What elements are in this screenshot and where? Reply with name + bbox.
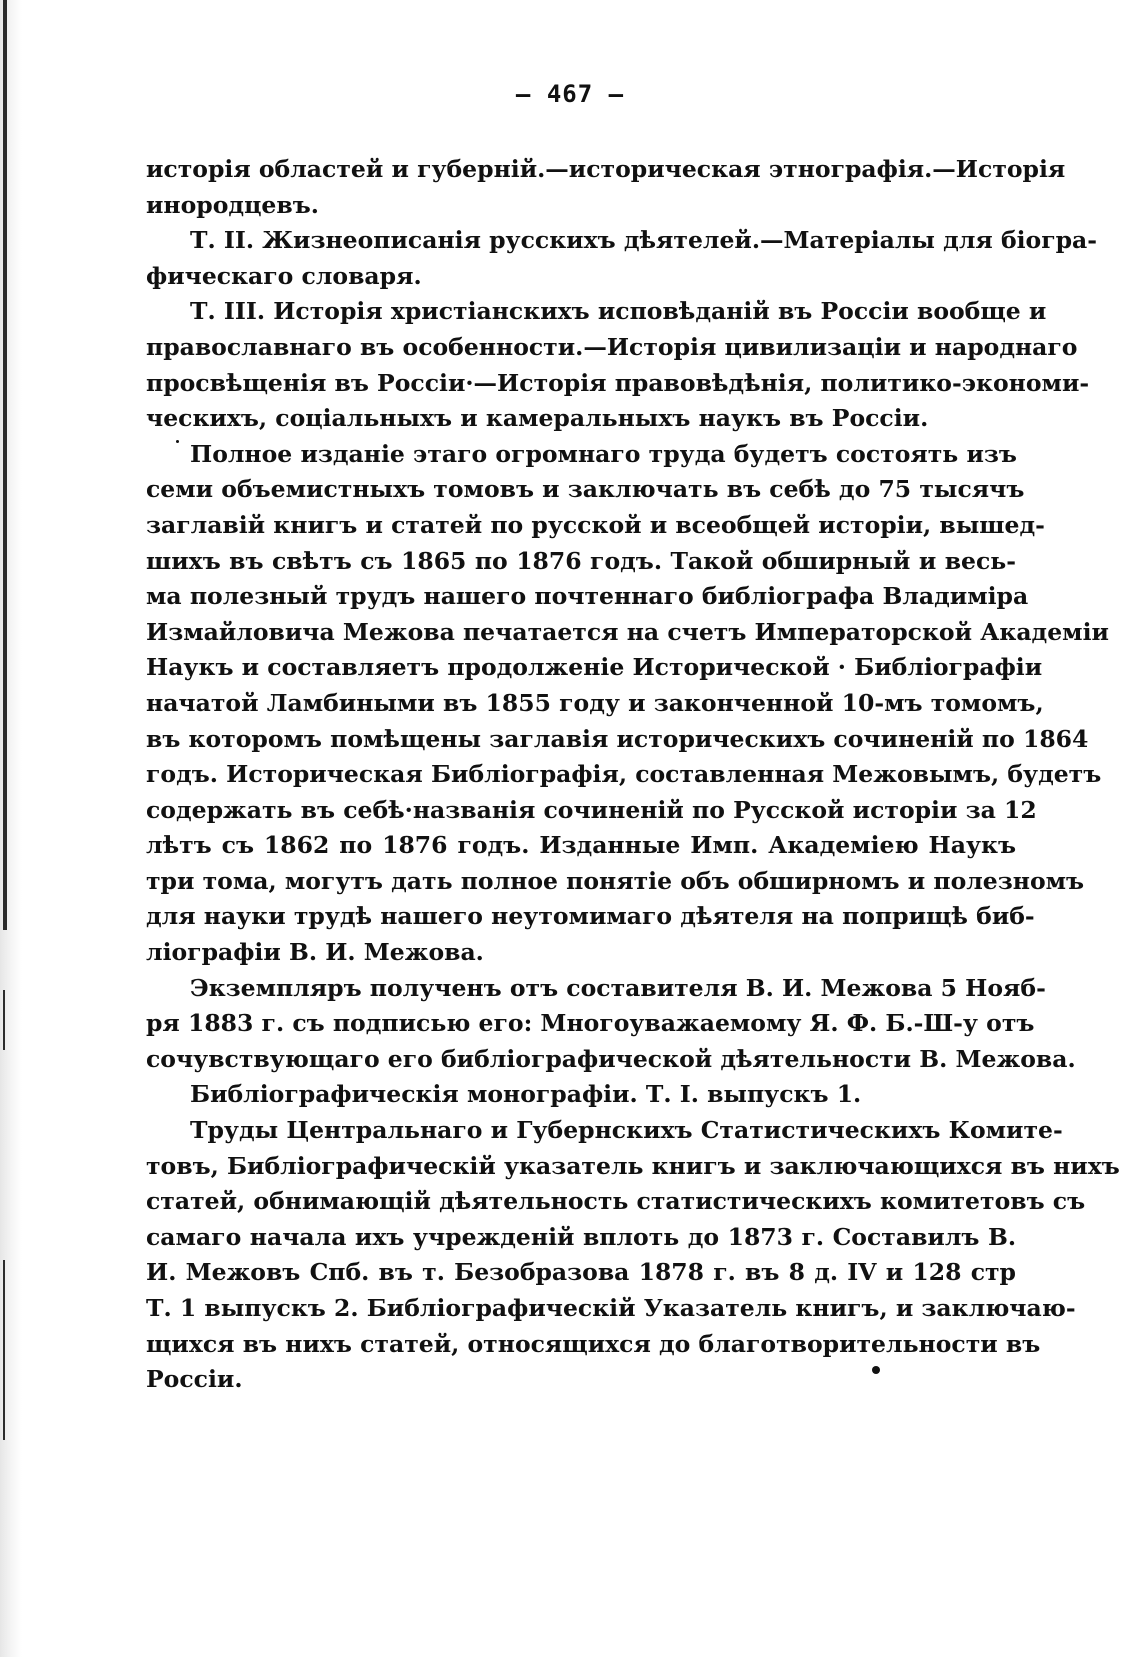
text-line: Т. III. Исторія христіанскихъ исповѣданій въ Россіи вообще и	[190, 297, 1047, 326]
text-line: лѣтъ съ 1862 по 1876 годъ. Изданные Имп. Академіею Наукъ	[146, 831, 1016, 860]
text-line: ліографіи В. И. Межова.	[146, 938, 484, 967]
paragraph	[146, 437, 1109, 971]
paragraph	[146, 971, 1076, 1078]
text-line: ческихъ, соціальныхъ и камеральныхъ наукъ въ Россіи.	[146, 404, 929, 433]
text-line: Библіографическія монографіи. Т. I. выпускъ 1.	[190, 1080, 862, 1109]
text-line: начатой Ламбиными въ 1855 году и законченной 10-мъ томомъ,	[146, 688, 1044, 717]
text-line: сочувствующаго его библіографической дѣятельности В. Межова.	[146, 1044, 1076, 1073]
text-line: И. Межовъ Спб. въ т. Безобразова 1878 г. въ 8 д. IV и 128 стр	[146, 1258, 1016, 1287]
ink-speck	[872, 1366, 880, 1374]
ink-speck	[176, 440, 179, 443]
text-line: ря 1883 г. съ подписью его: Многоуважаемому Я. Ф. Б.-Ш-у отъ	[146, 1009, 1035, 1038]
text-line: Россіи.	[146, 1365, 243, 1394]
text-line: содержать въ себѣ·названія сочиненій по Русской исторіи за 12	[146, 795, 1037, 824]
text-line: щихся въ нихъ статей, относящихся до благотворительности въ	[146, 1329, 1041, 1358]
text-line: статей, обнимающій дѣятельность статистическихъ комитетовъ съ	[146, 1187, 1086, 1216]
text-line: фическаго словаря.	[146, 261, 422, 290]
text-line: Т. II. Жизнеописанія русскихъ дѣятелей.—Матеріалы для біогра-	[190, 226, 1098, 255]
paragraph	[146, 1113, 1120, 1398]
text-line: семи объемистныхъ томовъ и заключать въ себѣ до 75 тысячъ	[146, 475, 1025, 504]
text-line: Труды Центральнаго и Губернскихъ Статистическихъ Комите-	[190, 1116, 1063, 1145]
scan-edge-mark	[3, 1260, 5, 1440]
scan-edge-mark	[3, 990, 5, 1050]
text-line: инородцевъ.	[146, 190, 319, 219]
paragraph	[146, 1077, 1016, 1113]
text-line: просвѣщенія въ Россіи·—Исторія правовѣдѣнія, политико-экономи-	[146, 368, 1090, 397]
page-number: — 467 —	[515, 80, 625, 108]
text-line: исторія областей и губерній.—историческая этнографія.—Исторія	[146, 155, 1066, 183]
text-line: въ которомъ помѣщены заглавія историческихъ сочиненій по 1864	[146, 724, 1089, 753]
text-line: шихъ въ свѣтъ съ 1865 по 1876 годъ. Такой обширный и весь-	[146, 546, 1016, 575]
text-line: православнаго въ особенности.—Исторія цивилизаціи и народнаго	[146, 332, 1078, 361]
text-line: годъ. Историческая Библіографія, составленная Межовымъ, будетъ	[146, 760, 1102, 789]
text-line: три тома, могутъ дать полное понятіе объ обширномъ и полезномъ	[146, 866, 1085, 895]
text-line: Экземпляръ полученъ отъ составителя В. И. Межова 5 Нояб-	[190, 973, 1046, 1002]
text-line: ма полезный трудъ нашего почтеннаго библіографа Владиміра	[146, 582, 1029, 611]
text-line: Полное изданіе этаго огромнаго труда будетъ состоять изъ	[190, 439, 1017, 468]
text-line: самаго начала ихъ учрежденій вплоть до 1873 г. Составилъ В.	[146, 1222, 1016, 1251]
paragraph	[146, 152, 1066, 223]
paragraph	[146, 223, 1098, 294]
text-line: Измайловича Межова печатается на счетъ Императорской Академіи	[146, 617, 1109, 646]
text-line: для науки трудѣ нашего неутомимаго дѣятеля на поприщѣ биб-	[146, 902, 1035, 931]
text-line: товъ, Библіографическій указатель книгъ и заключающихся въ нихъ	[146, 1151, 1120, 1180]
paragraph	[146, 294, 1090, 436]
text-line: заглавій книгъ и статей по русской и всеобщей исторіи, вышед-	[146, 510, 1045, 539]
text-line: Наукъ и составляетъ продолженіе Исторической · Библіографіи	[146, 653, 1043, 682]
page-text	[146, 152, 1120, 1398]
text-line: Т. 1 выпускъ 2. Библіографическій Указатель книгъ, и заключаю-	[146, 1294, 1076, 1322]
scan-edge	[0, 0, 22, 1657]
scan-edge-mark	[3, 0, 7, 930]
